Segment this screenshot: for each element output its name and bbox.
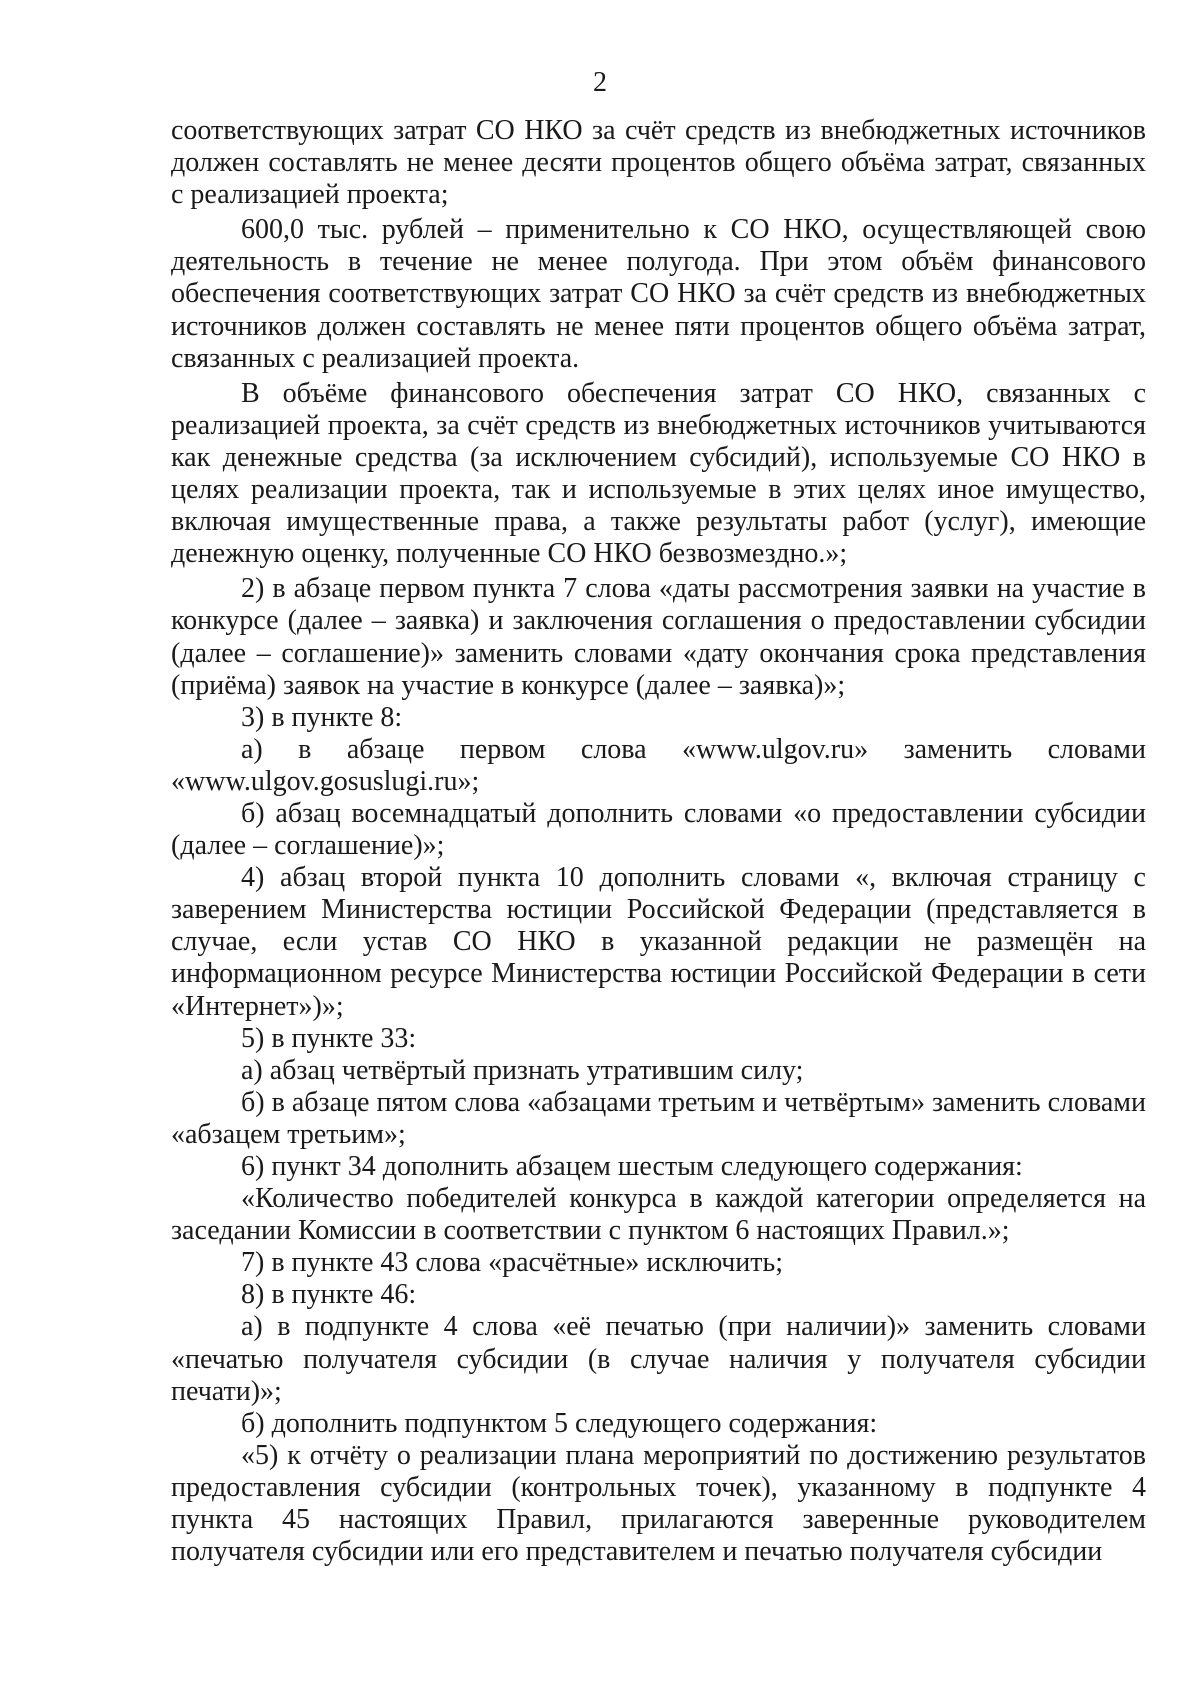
paragraph: 4) абзац второй пункта 10 дополнить словами «, включая страницу с заверением Министерства юстиции Российской Федерации (представляется в случае, если устав СО НКО в указанной редакции не размещён на информационном ресурсе Министерства юстиции Российской Федерации в сети «Интернет»)»; <box>171 862 1146 1022</box>
paragraph: 8) в пункте 46: <box>241 1279 417 1311</box>
paragraph: а) в подпункте 4 слова «её печатью (при наличии)» заменить словами «печатью получателя субсидии (в случае наличия у получателя субсидии печати)»; <box>171 1311 1146 1407</box>
paragraph: а) в абзаце первом слова «www.ulgov.ru» заменить словами «www.ulgov.gosuslugi.ru»; <box>171 733 1146 797</box>
paragraph: 2) в абзаце первом пункта 7 слова «даты рассмотрения заявки на участие в конкурсе (далее – заявка) и заключения соглашения о предоставлении субсидии (далее – соглашение)» заменить словами «дату окончания срока представления (приёма) заявок на участие в конкурсе (далее – заявка)»; <box>171 573 1146 701</box>
paragraph: «5) к отчёту о реализации плана мероприятий по достижению результатов предоставления субсидии (контрольных точек), указанному в подпункте 4 пункта 45 настоящих Правил, прилагаются заверенные руководителем получателя субсидии или его представителем и печатью получателя субсидии <box>171 1439 1146 1568</box>
paragraph: б) в абзаце пятом слова «абзацами третьим и четвёртым» заменить словами «абзацем третьим»; <box>171 1086 1146 1150</box>
paragraph: б) абзац восемнадцатый дополнить словами «о предоставлении субсидии (далее – соглашение)»; <box>171 797 1146 862</box>
paragraph: 600,0 тыс. рублей – применительно к СО НКО, осуществляющей свою деятельность в течение не менее полугода. При этом объём финансового обеспечения соответствующих затрат СО НКО за счёт средств из внебюджетных источников должен составлять не менее пяти процентов общего объёма затрат, связанных с реализацией проекта. <box>171 214 1146 374</box>
paragraph: «Количество победителей конкурса в каждой категории определяется на заседании Комиссии в соответствии с пунктом 6 настоящих Правил.»; <box>171 1183 1146 1247</box>
paragraph: В объёме финансового обеспечения затрат СО НКО, связанных с реализацией проекта, за счёт средств из внебюджетных источников учитываются как денежные средства (за исключением субсидий), используемые СО НКО в целях реализации проекта, так и используемые в этих целях иное имущество, включая имущественные права, а также результаты работ (услуг), имеющие денежную оценку, полученные СО НКО безвозмездно.»; <box>171 377 1146 570</box>
paragraph: 5) в пункте 33: <box>241 1022 417 1054</box>
paragraph: соответствующих затрат СО НКО за счёт средств из внебюджетных источников должен составлять не менее десяти процентов общего объёма затрат, связанных с реализацией проекта; <box>171 115 1146 211</box>
page-number: 2 <box>593 67 607 98</box>
paragraph: б) дополнить подпунктом 5 следующего содержания: <box>241 1407 878 1439</box>
paragraph: 3) в пункте 8: <box>241 701 403 733</box>
paragraph: а) абзац четвёртый признать утратившим силу; <box>241 1054 804 1086</box>
paragraph: 7) в пункте 43 слова «расчётные» исключить; <box>241 1247 784 1279</box>
document-body <box>171 115 1146 1568</box>
paragraph: 6) пункт 34 дополнить абзацем шестым следующего содержания: <box>241 1151 1023 1182</box>
